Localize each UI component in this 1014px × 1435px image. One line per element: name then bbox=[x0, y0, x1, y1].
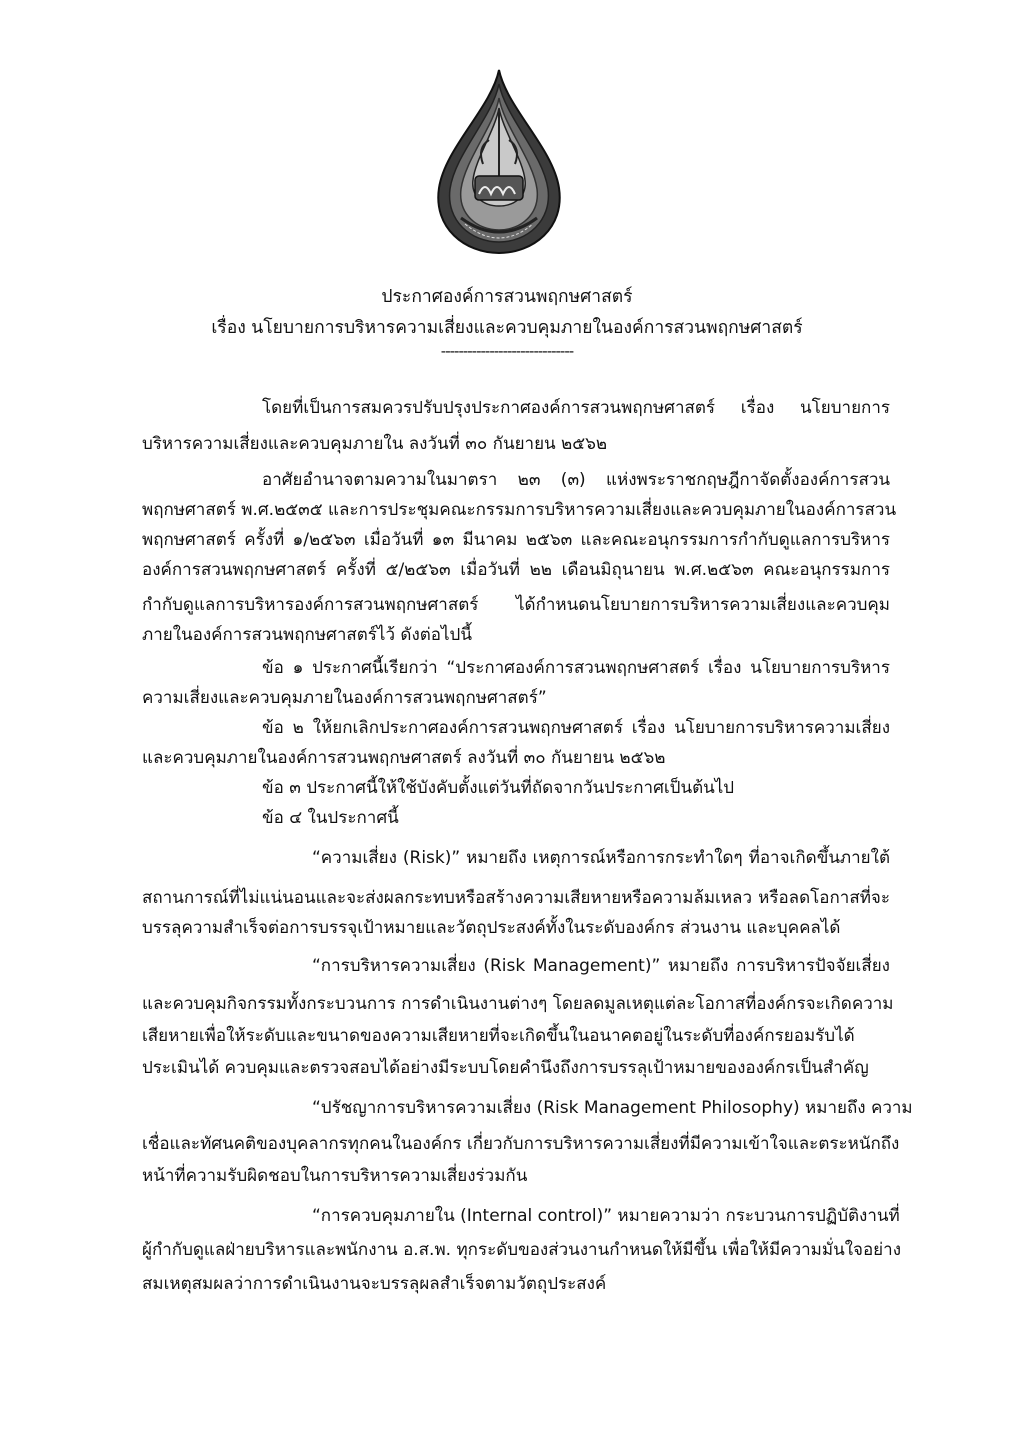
announcement-subject: เรื่อง นโยบายการบริหารความเสี่ยงและควบคุมภายในองค์การสวนพฤกษศาสตร์ bbox=[211, 318, 803, 338]
body-line: บรรลุความสำเร็จต่อการบรรจุเป้าหมายและวัตถุประสงค์ทั้งในระดับองค์กร ส่วนงาน และบุคคลได้ bbox=[142, 918, 841, 938]
body-line: ภายในองค์การสวนพฤกษศาสตร์ไว้ ดังต่อไปนี้ bbox=[142, 625, 472, 645]
body-line: และควบคุมกิจกรรมทั้งกระบวนการ การดำเนินงานต่างๆ โดยลดมูลเหตุแต่ละโอกาสที่องค์กรจะเกิดความ bbox=[142, 994, 894, 1014]
body-line: สมเหตุสมผลว่าการดำเนินงานจะบรรลุผลสำเร็จตามวัตถุประสงค์ bbox=[142, 1274, 607, 1294]
body-line: หน้าที่ความรับผิดชอบในการบริหารความเสี่ยงร่วมกัน bbox=[142, 1166, 528, 1186]
body-line: อาศัยอำนาจตามความในมาตรา ๒๓ (๓) แห่งพระราชกฤษฎีกาจัดตั้งองค์การสวน bbox=[262, 470, 890, 490]
body-line: พฤกษศาสตร์ พ.ศ.๒๕๓๕ และการประชุมคณะกรรมการบริหารความเสี่ยงและควบคุมภายในองค์การสวน bbox=[142, 500, 897, 520]
body-line: “ปรัชญาการบริหารความเสี่ยง (Risk Management Philosophy) หมายถึง ความ bbox=[312, 1098, 913, 1118]
body-line: ข้อ ๓ ประกาศนี้ให้ใช้บังคับตั้งแต่วันที่ถัดจากวันประกาศเป็นต้นไป bbox=[262, 778, 735, 798]
body-line: บริหารความเสี่ยงและควบคุมภายใน ลงวันที่ ๓๐ กันยายน ๒๕๖๒ bbox=[142, 434, 608, 454]
body-line: และควบคุมภายในองค์การสวนพฤกษศาสตร์ ลงวันที่ ๓๐ กันยายน ๒๕๖๒ bbox=[142, 748, 666, 768]
body-line: เสียหายเพื่อให้ระดับและขนาดของความเสียหายที่จะเกิดขึ้นในอนาคตอยู่ในระดับที่องค์กรยอมรับได้ bbox=[142, 1026, 855, 1046]
body-line: กำกับดูแลการบริหารองค์การสวนพฤกษศาสตร์ ได้กำหนดนโยบายการบริหารความเสี่ยงและควบคุม bbox=[142, 595, 890, 615]
announcement-title: ประกาศองค์การสวนพฤกษศาสตร์ bbox=[381, 287, 633, 307]
body-line: “การควบคุมภายใน (Internal control)” หมายความว่า กระบวนการปฏิบัติงานที่ bbox=[312, 1206, 900, 1226]
body-line: องค์การสวนพฤกษศาสตร์ ครั้งที่ ๕/๒๕๖๓ เมื่อวันที่ ๒๒ เดือนมิถุนายน พ.ศ.๒๕๖๓ คณะอนุกรรมการ bbox=[142, 560, 890, 580]
body-line: ข้อ ๒ ให้ยกเลิกประกาศองค์การสวนพฤกษศาสตร์ เรื่อง นโยบายการบริหารความเสี่ยง bbox=[262, 718, 890, 738]
body-line: เชื่อและทัศนคติของบุคลากรทุกคนในองค์กร เกี่ยวกับการบริหารความเสี่ยงที่มีความเข้าใจและตระหนักถึง bbox=[142, 1134, 900, 1154]
body-line: “การบริหารความเสี่ยง (Risk Management)” หมายถึง การบริหารปัจจัยเสี่ยง bbox=[312, 956, 890, 976]
botanical-garden-organization-seal-icon bbox=[431, 68, 567, 255]
body-line: สถานการณ์ที่ไม่แน่นอนและจะส่งผลกระทบหรือสร้างความเสียหายหรือความล้มเหลว หรือลดโอกาสที่จะ bbox=[142, 888, 890, 908]
title-divider: ------------------------------ bbox=[440, 342, 574, 360]
body-line: ข้อ ๔ ในประกาศนี้ bbox=[262, 808, 399, 828]
body-line: ผู้กำกับดูแลฝ่ายบริหารและพนักงาน อ.ส.พ. ทุกระดับของส่วนงานกำหนดให้มีขึ้น เพื่อให้มีความมั่นใจอย่าง bbox=[142, 1240, 901, 1260]
body-line: ความเสี่ยงและควบคุมภายในองค์การสวนพฤกษศาสตร์” bbox=[142, 688, 547, 708]
body-line: ประเมินได้ ควบคุมและตรวจสอบได้อย่างมีระบบโดยคำนึงถึงการบรรลุเป้าหมายขององค์กรเป็นสำคัญ bbox=[142, 1058, 869, 1078]
body-line: “ความเสี่ยง (Risk)” หมายถึง เหตุการณ์หรือการกระทำใดๆ ที่อาจเกิดขึ้นภายใต้ bbox=[312, 848, 890, 868]
body-line: โดยที่เป็นการสมควรปรับปรุงประกาศองค์การสวนพฤกษศาสตร์ เรื่อง นโยบายการ bbox=[262, 398, 890, 418]
body-line: ข้อ ๑ ประกาศนี้เรียกว่า “ประกาศองค์การสวนพฤกษศาสตร์ เรื่อง นโยบายการบริหาร bbox=[262, 658, 890, 678]
body-line: พฤกษศาสตร์ ครั้งที่ ๑/๒๕๖๓ เมื่อวันที่ ๑๓ มีนาคม ๒๕๖๓ และคณะอนุกรรมการกำกับดูแลการบริหาร bbox=[142, 530, 890, 550]
